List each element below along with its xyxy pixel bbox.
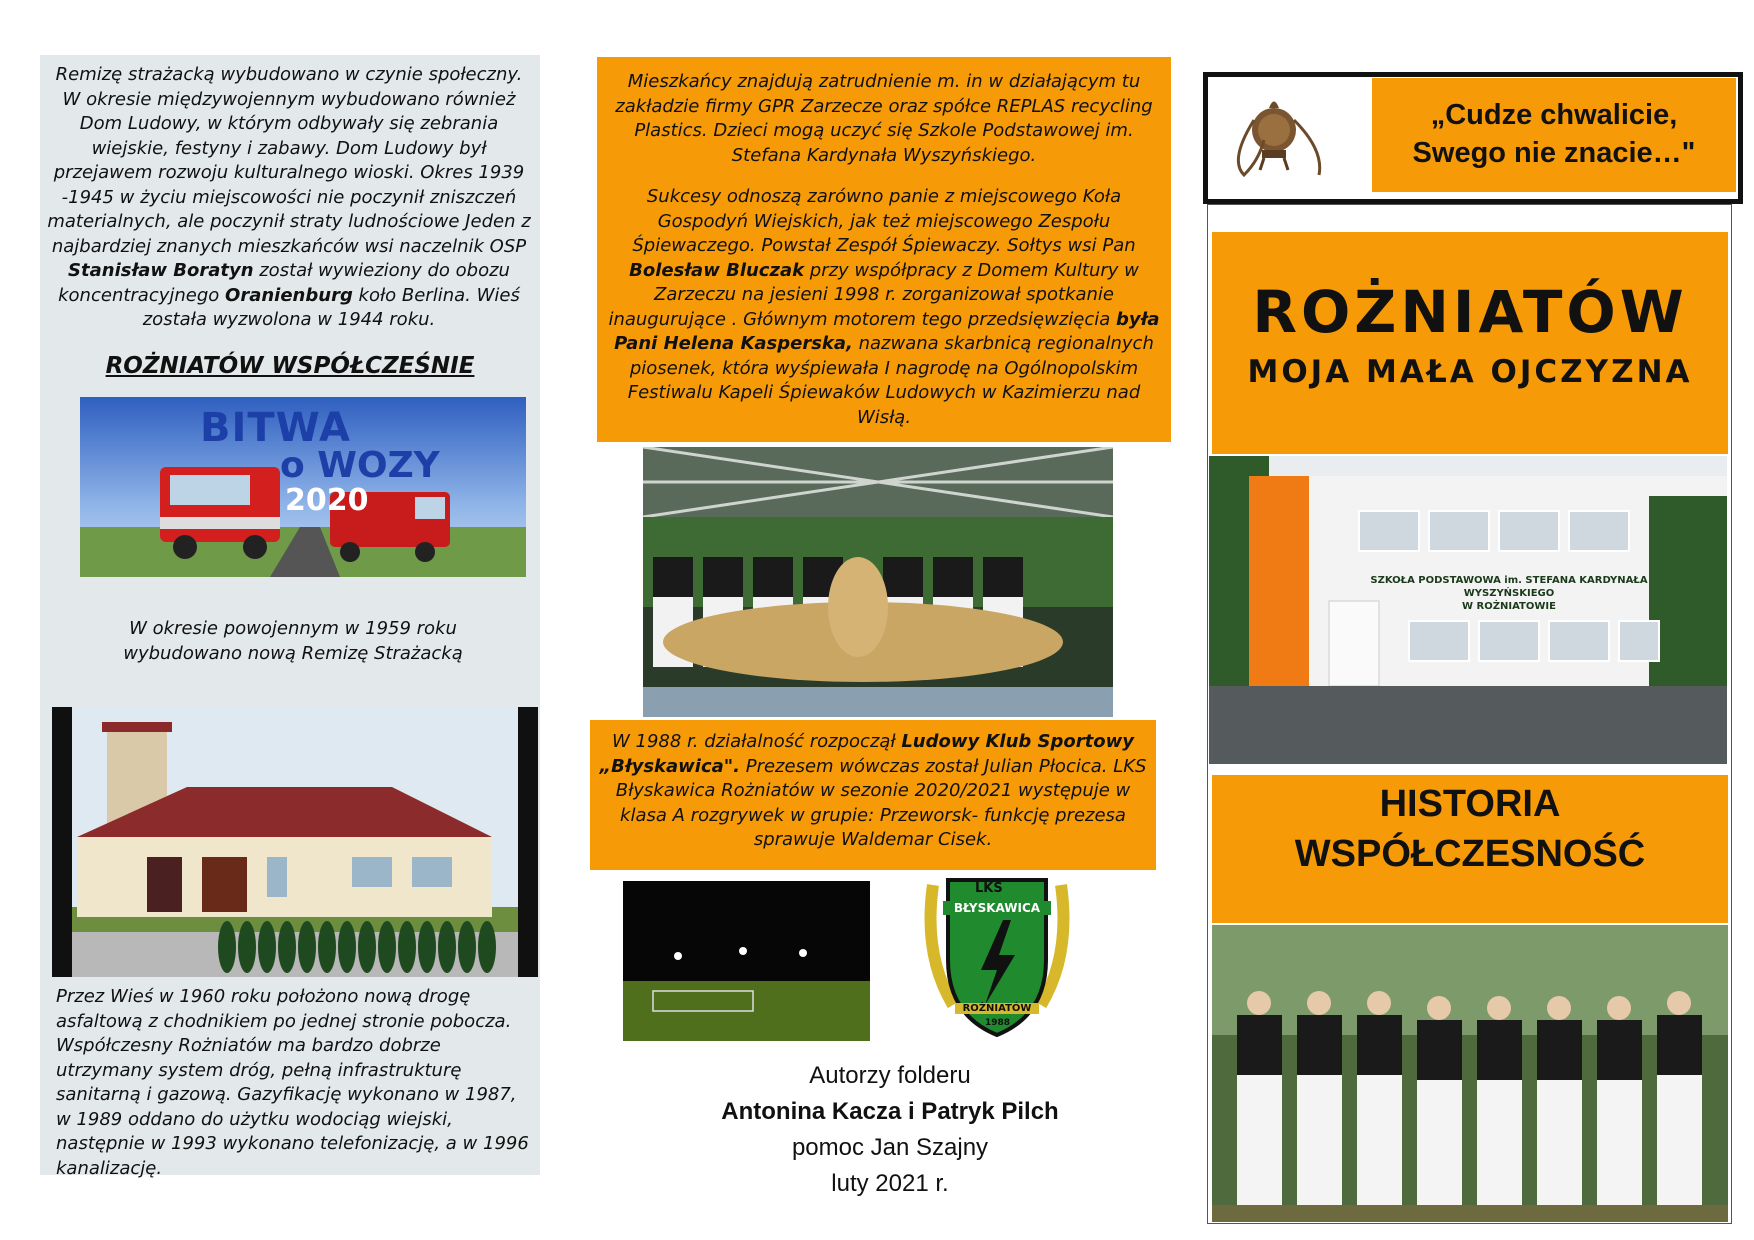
club-text-1: W 1988 r. działalność rozpoczął bbox=[611, 731, 902, 752]
history-label: HISTORIA bbox=[1379, 783, 1561, 825]
logo-year: 1988 bbox=[985, 1018, 1011, 1028]
school-sign-line-2: W ROŻNIATOWIE bbox=[1462, 601, 1556, 612]
success-text-2: przy współpracy z Domem Kultury w Zarzeczu na jesieni 1998 r. zorganizował spotkanie inaugurujące . Głównym motorem tego przedsięwzięcia bbox=[608, 259, 1139, 330]
quote-text bbox=[1372, 96, 1736, 172]
banner-word-bitwa: BITWA bbox=[200, 405, 351, 451]
banner-word-wozy: o WOZY bbox=[280, 445, 440, 486]
school-sign-line-1: SZKOŁA PODSTAWOWA im. STEFANA KARDYNAŁA WYSZYŃSKIEGO bbox=[1370, 575, 1648, 599]
harvest-festival-photo bbox=[643, 447, 1113, 717]
intro-text-2: został wywieziony do obozu koncentracyjnego bbox=[58, 260, 510, 306]
logo-club-name: BŁYSKAWICA bbox=[943, 901, 1051, 915]
employment-text: Mieszkańcy znajdują zatrudnienie m. in w działającym tu zakładzie firmy GPR Zarzecze oraz spółce REPLAS recycling Plastics. Dzieci mogą uczyć się Szkole Podstawowej im. Stefana Kardynała Wyszyńskiego. bbox=[615, 71, 1153, 166]
incense-burner-icon bbox=[1224, 90, 1334, 190]
success-text-1: Sukcesy odnoszą zarówno panie z miejscowego Koła Gospodyń Wiejskich, jak też miejscowego Zespołu Śpiewaczego. Powstał Zespół Śpiewaczy. Sołtys wsi Pan bbox=[632, 186, 1136, 256]
stadium-night-photo bbox=[623, 881, 870, 1041]
authors-date: luty 2021 r. bbox=[831, 1170, 949, 1197]
intro-text-1: Remizę strażacką wybudowano w czynie społeczny. W okresie międzywojennym wybudowano również Dom Ludowy, w którym odbywały się zebrania wiejskie, festyny i zabawy. Dom Ludowy był przejawem rozwoju kulturalnego wioski. Okres 1939 -1945 w życiu miejscowości nie poczynił zniszczeń materialnych, ale poczynił straty ludnościowe Jeden z najbardziej znanych mieszkańców wsi naczelnik OSP bbox=[47, 64, 531, 257]
section-heading: ROŻNIATÓW WSPÓŁCZEŚNIE bbox=[105, 353, 475, 379]
success-bold-soltys: Bolesław Bluczak bbox=[629, 259, 805, 281]
club-bold-name: Ludowy Klub Sportowy „Błyskawica". bbox=[599, 731, 1134, 777]
main-title: ROŻNIATÓW bbox=[1252, 278, 1688, 346]
authors-label: Autorzy folderu bbox=[809, 1062, 971, 1089]
bitwa-o-wozy-banner bbox=[80, 397, 526, 577]
main-subtitle: MOJA MAŁA OJCZYZNA bbox=[1247, 354, 1693, 390]
fire-station-photo bbox=[52, 707, 538, 977]
success-text-3: nazwana skarbnicą regionalnych piosenek, która wyśpiewała I nagrodę na Ogólnopolskim Festiwalu Kapeli Śpiewaków Ludowych w Kazimierzu nad Wisłą. bbox=[627, 333, 1154, 428]
sports-club-text bbox=[598, 730, 1148, 853]
school-building-photo bbox=[1209, 456, 1727, 764]
success-bold-helena: była Pani Helena Kasperska, bbox=[614, 308, 1160, 354]
club-text-2: Prezesem wówczas został Julian Płocica. LKS Błyskawica Rożniatów w sezonie 2020/2021 występuje w klasa A rozgrywek w grupie: Przeworsk- funkcję prezesa sprawuje Waldemar Cisek. bbox=[615, 755, 1147, 850]
infrastructure-text: Przez Wieś w 1960 roku położono nową drogę asfaltową z chodnikiem po jednej stronie pobocza. Współczesny Rożniatów ma bardzo dobrze utrzymany system dróg, pełną infrastrukturę sanitarną i gazową. Gazyfikację wykonano w 1987, w 1989 oddano do użytku wodociąg wiejski, następnie w 1993 wykonano telefonizację, a w 1996 kanalizację. bbox=[56, 986, 529, 1179]
intro-bold-name: Stanisław Boratyn bbox=[68, 260, 254, 281]
postwar-text: W okresie powojennym w 1959 roku wybudowano nową Remizę Strażacką bbox=[123, 618, 463, 664]
authors-block bbox=[640, 1058, 1140, 1202]
success-text bbox=[607, 185, 1161, 430]
authors-helper: pomoc Jan Szajny bbox=[791, 1134, 989, 1161]
intro-text-3: koło Berlina. Wieś została wyzwolona w 1944 roku. bbox=[142, 284, 520, 330]
banner-year: 2020 bbox=[285, 483, 369, 518]
folk-choir-photo bbox=[1212, 925, 1728, 1222]
intro-paragraph bbox=[46, 63, 532, 333]
lks-blyskawica-logo bbox=[903, 865, 1091, 1045]
logo-lks: LKS bbox=[975, 881, 1003, 896]
intro-bold-camp: Oranienburg bbox=[225, 284, 353, 306]
quote-line-2: Swego nie znacie…" bbox=[1412, 137, 1696, 169]
authors-names: Antonina Kacza i Patryk Pilch bbox=[721, 1098, 1059, 1125]
contemporary-label: WSPÓŁCZESNOŚĆ bbox=[1294, 833, 1646, 875]
quote-line-1: „Cudze chwalicie, bbox=[1430, 99, 1678, 131]
logo-town: ROŻNIATÓW bbox=[955, 1003, 1039, 1014]
school-sign bbox=[1359, 574, 1659, 613]
